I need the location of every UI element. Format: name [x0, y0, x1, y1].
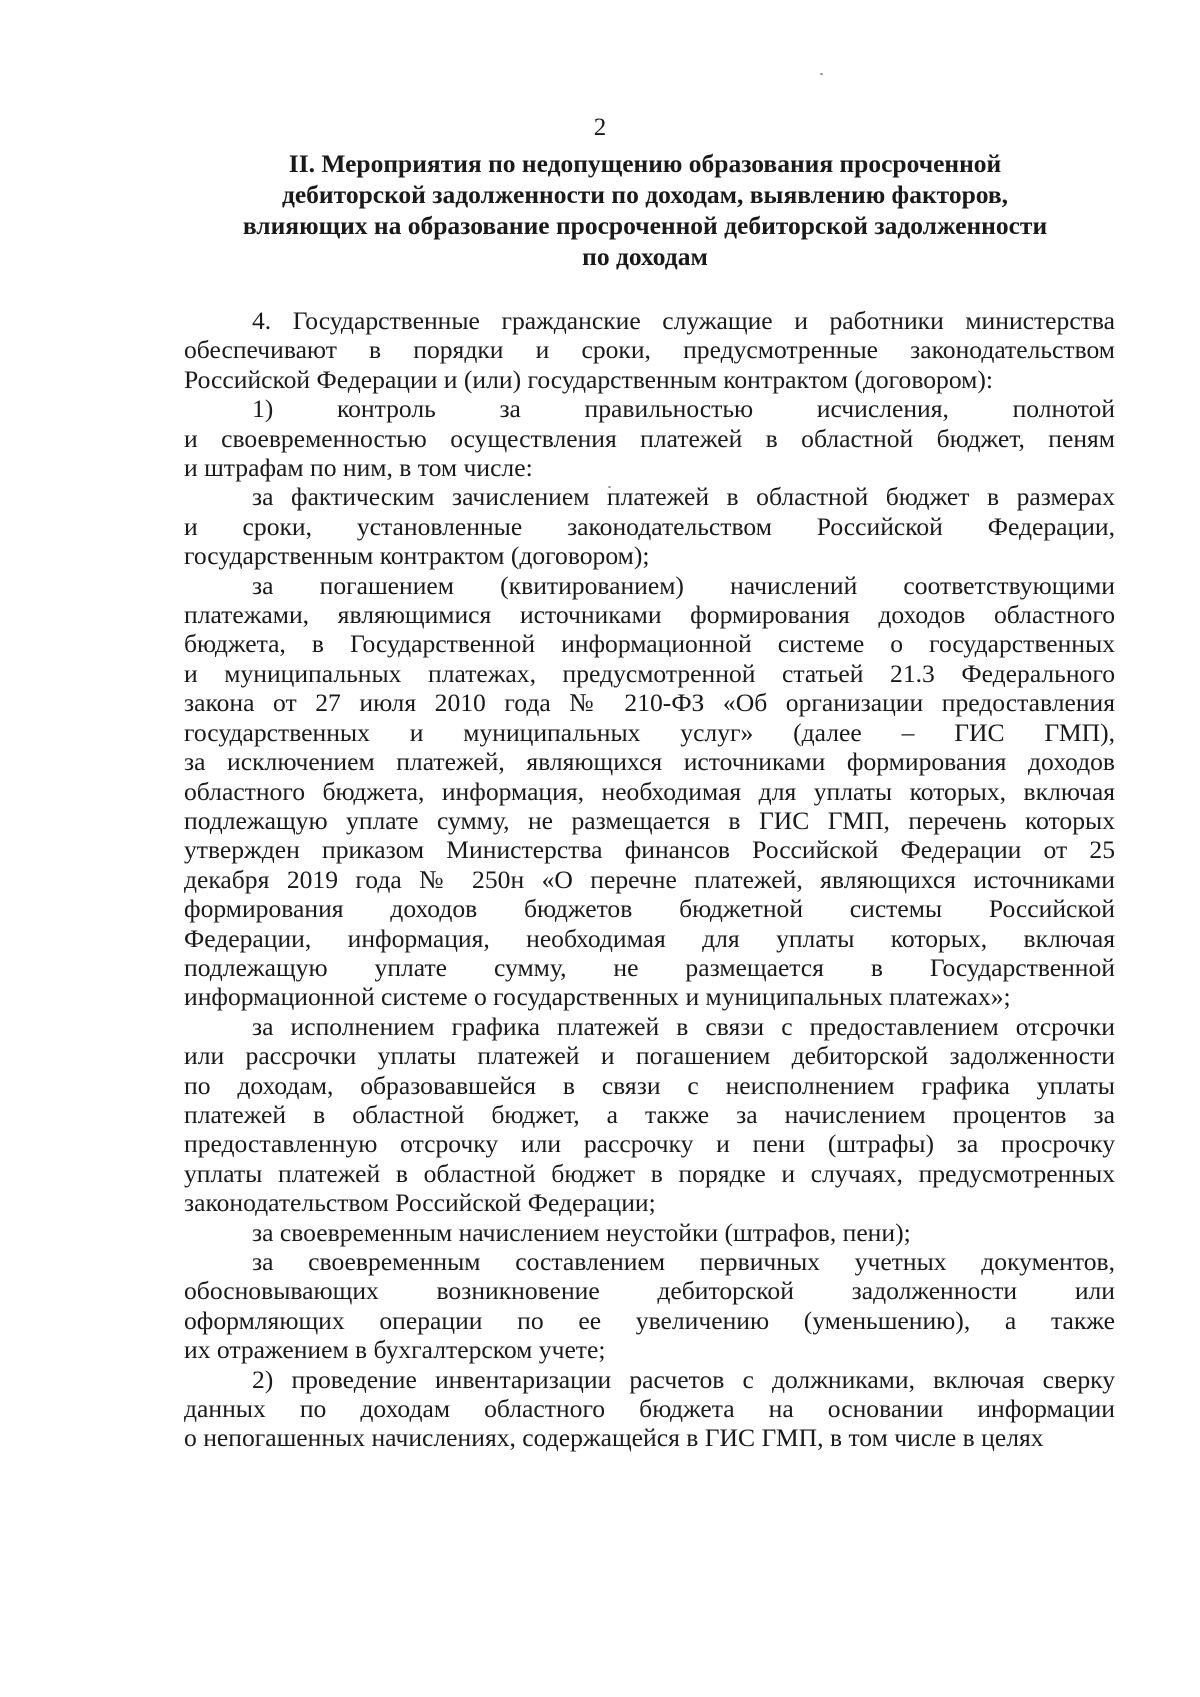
paragraph: [184, 482, 1115, 570]
text-line: за своевременным начислением неустойки (штрафов, пени);: [252, 1217, 911, 1247]
text-line: закона от 27 июля 2010 года № 210-ФЗ «Об организации предоставления: [184, 688, 1115, 718]
scan-speck: [820, 73, 823, 75]
heading-line: дебиторской задолженности по доходам, выявлению факторов,: [281, 180, 1009, 209]
section-heading: [175, 148, 1115, 272]
text-line: данных по доходам областного бюджета на основании информации: [184, 1394, 1115, 1424]
text-line: оформляющих операции по ее увеличению (уменьшению), а также: [184, 1305, 1115, 1335]
text-line: Российской Федерации и (или) государственным контрактом (договором):: [184, 364, 993, 394]
paragraph: [184, 1218, 1115, 1247]
text-line: утвержден приказом Министерства финансов Российской Федерации от 25: [184, 835, 1115, 865]
text-line: государственным контрактом (договором);: [184, 541, 650, 571]
text-line: или рассрочки уплаты платежей и погашением дебиторской задолженности: [184, 1041, 1115, 1071]
text-line: и своевременностью осуществления платежей в областной бюджет, пеням: [184, 423, 1115, 453]
text-line: уплаты платежей в областной бюджет в порядке и случаях, предусмотренных: [184, 1158, 1115, 1188]
text-line: обосновывающих возникновение дебиторской задолженности или: [184, 1276, 1115, 1306]
text-line: и муниципальных платежах, предусмотренной статьей 21.3 Федерального: [184, 658, 1115, 688]
text-line: Федерации, информация, необходимая для уплаты которых, включая: [184, 923, 1115, 953]
text-line: бюджета, в Государственной информационной системе о государственных: [184, 629, 1115, 659]
paragraph: [184, 394, 1115, 482]
paragraph: [184, 571, 1115, 1012]
paragraph: [184, 1012, 1115, 1218]
document-body: [184, 306, 1115, 1453]
text-line: государственных и муниципальных услуг» (далее – ГИС ГМП),: [184, 717, 1115, 747]
text-line: платежей в областной бюджет, а также за начислением процентов за: [184, 1099, 1115, 1129]
text-line: за погашением (квитированием) начислений соответствующими: [252, 570, 1115, 600]
text-line: по доходам, образовавшейся в связи с неисполнением графика уплаты: [184, 1070, 1115, 1100]
heading-line: влияющих на образование просроченной дебиторской задолженности: [242, 211, 1048, 240]
paragraph: [184, 1365, 1115, 1453]
text-line: предоставленную отсрочку или рассрочку и пени (штрафы) за просрочку: [184, 1129, 1115, 1159]
text-line: о непогашенных начислениях, содержащейся в ГИС ГМП, в том числе в целях: [184, 1423, 1044, 1453]
text-line: 1) контроль за правильностью исчисления, полнотой: [252, 394, 1115, 424]
text-line: подлежащую уплате сумму, не размещается в Государственной: [184, 952, 1115, 982]
text-line: платежами, являющимися источниками формирования доходов областного: [184, 600, 1115, 630]
text-line: за фактическим зачислением платежей в областной бюджет в размерах: [252, 482, 1115, 512]
text-line: формирования доходов бюджетов бюджетной системы Российской: [184, 894, 1115, 924]
page-number: 2: [593, 114, 607, 141]
text-line: законодательством Российской Федерации;: [184, 1188, 656, 1218]
text-line: и штрафам по ним, в том числе:: [184, 453, 533, 483]
heading-line: по доходам: [582, 242, 708, 271]
paragraph: [184, 1247, 1115, 1365]
text-line: 2) проведение инвентаризации расчетов с должниками, включая сверку: [252, 1364, 1115, 1394]
text-line: их отражением в бухгалтерском учете;: [184, 1335, 606, 1365]
text-line: подлежащую уплате сумму, не размещается в ГИС ГМП, перечень которых: [184, 805, 1115, 835]
text-line: за своевременным составлением первичных учетных документов,: [252, 1247, 1115, 1276]
text-line: и сроки, установленные законодательством Российской Федерации,: [184, 511, 1115, 541]
text-line: за исключением платежей, являющихся источниками формирования доходов: [184, 747, 1115, 777]
text-line: за исполнением графика платежей в связи с предоставлением отсрочки: [252, 1011, 1115, 1041]
paragraph: [184, 306, 1115, 394]
text-line: 4. Государственные гражданские служащие и работники министерства: [252, 306, 1115, 335]
text-line: информационной системе о государственных и муниципальных платежах»;: [184, 982, 1011, 1012]
text-line: областного бюджета, информация, необходимая для уплаты которых, включая: [184, 776, 1115, 806]
heading-line: II. Мероприятия по недопущению образования просроченной: [288, 149, 1002, 178]
text-line: декабря 2019 года № 250н «О перечне платежей, являющихся источниками: [184, 864, 1115, 894]
text-line: обеспечивают в порядки и сроки, предусмотренные законодательством: [184, 335, 1115, 365]
